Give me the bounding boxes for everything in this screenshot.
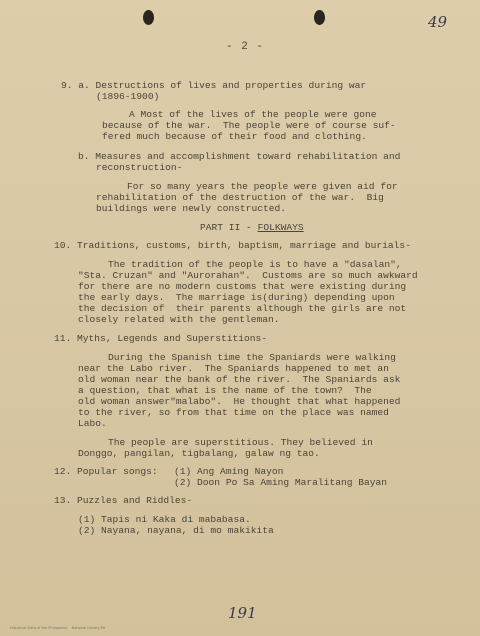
item10-para-line: the early days. The marriage is(during) depending upon	[78, 292, 395, 303]
item9-b-para-line: For so many years the people were given aid for	[127, 181, 398, 192]
item10-para-line: closely related with the gentleman.	[78, 314, 280, 325]
item9-b-heading-cont: reconstruction-	[96, 162, 183, 173]
item11-heading: 11. Myths, Legends and Superstitions-	[54, 333, 268, 344]
item12-heading: 12. Popular songs:	[54, 466, 158, 477]
item9-b-para-line: buildings were newly constructed.	[96, 203, 286, 214]
item9-a-para-line: because of the war. The people were of course suf-	[102, 120, 396, 131]
item9-a-heading: 9. a. Destructions of lives and properties during war	[61, 80, 367, 91]
item11-para-line: Labo.	[78, 418, 107, 429]
item11-para-line: a question, that what is the name of the town? The	[78, 385, 372, 396]
item10-para-line: the decision of their parents although the girls are not	[78, 303, 407, 314]
part-heading	[200, 222, 304, 233]
part-heading-prefix: PART II -	[200, 222, 258, 233]
item11-para-line: Donggo, pangilan, tigbalang, galaw ng tao.	[78, 448, 320, 459]
item9-b-heading: b. Measures and accomplishment toward rehabilitation and	[78, 151, 401, 162]
item11-para-line: The people are superstitious. They believed in	[108, 437, 373, 448]
riddle-item: (1) Tapis ni Kaka di mababasa.	[78, 514, 251, 525]
song-item: (2) Doon Po Sa Aming Maralitang Bayan	[174, 477, 388, 488]
item10-heading: 10. Traditions, customs, birth, baptism, marriage and burials-	[54, 240, 411, 251]
item11-para-line: to the river, so from that time on the place was named	[78, 407, 389, 418]
item11-para-line: near the Labo river. The Spaniards happened to met an	[78, 363, 389, 374]
punch-hole	[143, 10, 154, 25]
item10-para-line: "Sta. Cruzan" and "Aurorahan". Customs are so much awkward	[78, 270, 418, 281]
page-number: - 2 -	[226, 41, 265, 53]
item11-para-line: During the Spanish time the Spaniards were walking	[108, 352, 396, 363]
item10-para-line: The tradition of the people is to have a "dasalan",	[108, 259, 402, 270]
handwritten-number: 191	[228, 604, 257, 622]
corner-page-number: 49	[428, 13, 448, 31]
part-heading-title: FOLKWAYS	[257, 222, 304, 233]
item10-para-line: for there are no modern customs that were existing during	[78, 281, 407, 292]
item11-para-line: old woman answer"malabo". He thought that what happened	[78, 396, 401, 407]
punch-hole	[314, 10, 325, 25]
footer-text: Historical Data of the Philippines National Library PH	[10, 625, 106, 630]
item9-a-heading-cont: (1896-1900)	[96, 91, 160, 102]
item9-a-para-line: fered much because of their food and clothing.	[102, 131, 367, 142]
riddle-item: (2) Nayana, nayana, di mo makikita	[78, 525, 274, 536]
item11-para-line: old woman near the bank of the river. The Spaniards ask	[78, 374, 401, 385]
item13-heading: 13. Puzzles and Riddles-	[54, 495, 193, 506]
song-item: (1) Ang Aming Nayon	[174, 466, 284, 477]
item9-a-para-line: A Most of the lives of the people were gone	[129, 109, 377, 120]
item9-b-para-line: rehabilitation of the destruction of the war. Big	[96, 192, 384, 203]
